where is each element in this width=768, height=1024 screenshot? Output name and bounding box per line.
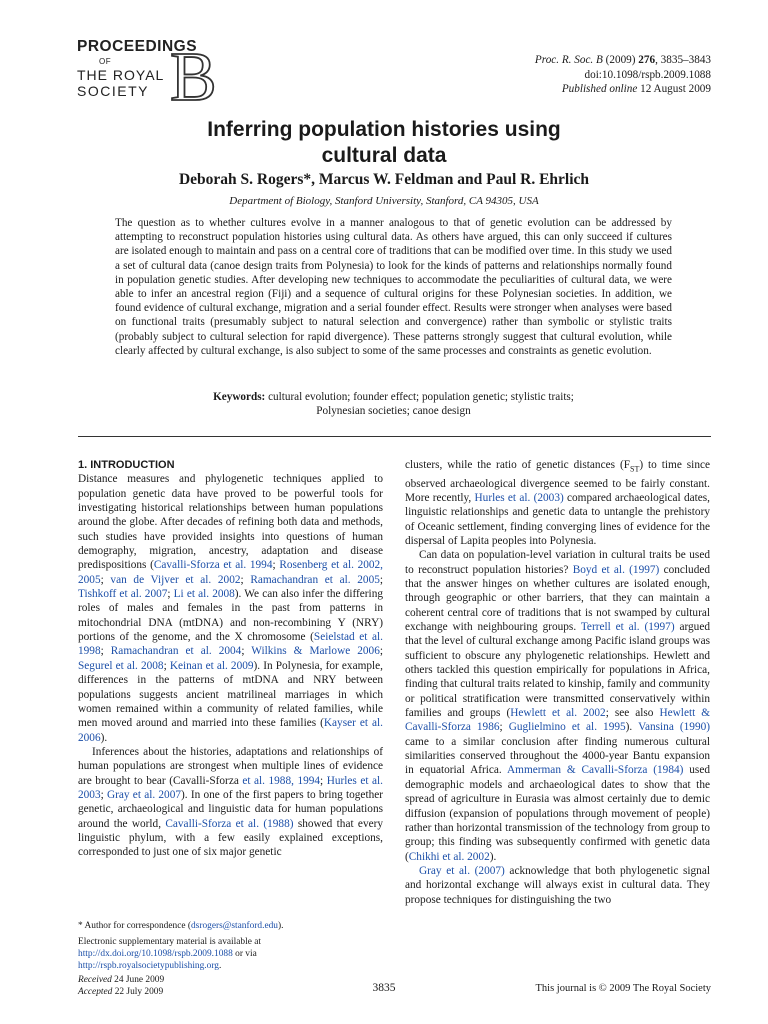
section-divider [78,436,711,437]
keywords [115,390,672,418]
keywords-line-2: Polynesian societies; canoe design [316,405,471,418]
citation-link[interactable]: Hurles et al. (2003) [474,491,564,504]
citation-link[interactable]: Li et al. 2008 [173,588,235,601]
paragraph: Gray et al. (2007) acknowledge that both phylogenetic signal and horizontal exchange will always exist in cultural data. They propose techniques for distinguishing the two [405,864,710,906]
citation-line [411,53,711,68]
accepted-date: 22 July 2009 [112,986,164,997]
footnotes [78,920,383,972]
citation-link[interactable]: Chikhi et al. 2002 [408,850,490,863]
abstract: The question as to whether cultures evolve in a manner analogous to that of genetic evolution can be addressed by attempting to reconstruct population histories using cultural data. As others have argued, this can only succeed if cultures are isolated enough to maintain and pass on a central core of traditions that can be modified over time. In this study we used a set of cultural data (canoe design traits from Polynesia) to look for the kinds of patterns and relationships normally found in population genetic studies. After developing new techniques to accommodate the peculiarities of cultural data, we were able to infer an ancestral region (Fiji) and a sequence of cultural origins for these Polynesian societies. In addition, we found evidence of cultural exchange, migration and a serial founder effect. Results were stronger when analyses were based on functional traits (presumably subject to natural selection and convergence) rather than symbolic or stylistic traits (probably subject to cultural selection for rapid divergence). These patterns strongly suggest that cultural evolution, while clearly affected by cultural exchange, is also subject to some of the same processes and constraints as genetic evolution. [115,217,672,357]
citation-link[interactable]: Hewlett et al. 2002 [510,707,606,720]
body-column-left [78,458,383,860]
paragraph: clusters, while the ratio of genetic distances $(F_{ST})$ to time since observed archaeological divergence seemed to be fairly constant. More recently, Hurles et al. (2003) compared archaeological dates, linguistic relationships and genetic data to untangle the prehistory of Oceanic settlement, finding converging lines of evidence for the dispersal of Lapita peoples into Polynesia. [405,459,711,547]
citation-year: (2009) [605,54,636,66]
paragraph: Inferences about the histories, adaptations and relationships of human populations are strongest when multiple lines of evidence are brought to bear (Cavalli-Sforza et al. 1988, 1994; Hurles et al. 2003; Gray et al. 2007). In one of the first papers to bring together genetic, archaeological and linguistic data for human populations around the world, Cavalli-Sforza et al. (1988) showed that every linguistic phylum, with a few easily explained exceptions, corresponded to just one of six major genetic [78,745,384,859]
title-line-2: cultural data [321,144,447,167]
citation-link[interactable]: Boyd et al. (1997) [572,563,660,576]
keywords-label: Keywords: [213,391,266,403]
citation-block [411,53,711,97]
citation-link[interactable]: Vansina (1990) [638,721,710,734]
citation-link[interactable]: Terrell et al. (1997) [580,621,675,634]
body-column-right [405,458,710,907]
paragraph: Can data on population-level variation in cultural traits be used to reconstruct population histories? Boyd et al. (1997) concluded that the answer hinges on whether cultures are isolated enough, through geographic or other barriers, that they can maintain a coherent central core of traditions that is not swamped by cultural exchange with neighbouring groups. Terrell et al. (1997) argued that the level of cultural exchange among Pacific island groups was sufficient to obscure any phylogenetic relationships. Hewlett and others tackled this question empirically for populations in Africa, finding that cultural traits related to kinship, family and community or political stratification were transmitted conservatively within families and groups (Hewlett et al. 2002; see also Hewlett & Cavalli-Sforza 1986; Guglielmino et al. 1995). Vansina (1990) came to a similar conclusion after finding numerous cultural similarities conserved throughout the 4000-year Bantu expansion in equatorial Africa. Ammerman & Cavalli-Sforza (1984) used demographic models and archaeological dates to show that the spread of agriculture in Eurasia was almost certainly due to demic diffusion (expansion of populations through movement of people) rather than horizontal transmission of the technology from group to group; this finding was subsequently confirmed with genetic data (Chikhi et al. 2002). [405,549,711,863]
citation-link[interactable]: van de Vijver et al. 2002 [110,573,241,586]
journal-logo [77,38,217,116]
authors: Deborah S. Rogers*, Marcus W. Feldman and Paul R. Ehrlich [178,171,590,188]
title-line-1: Inferring population histories using [207,118,561,141]
citation-link[interactable]: Keinan et al. 2009 [169,659,254,672]
citation-link[interactable]: Cavalli-Sforza et al. 1994 [153,559,273,572]
citation-link[interactable]: Wilkins & Marlowe 2006 [251,645,380,658]
article-title [0,117,768,169]
citation-link[interactable]: Segurel et al. 2008 [78,659,164,672]
citation-link[interactable]: Seielstad et al. 1998 [78,631,383,658]
citation-volume: 276 [638,54,656,66]
citation-pages: , 3835–3843 [655,54,711,66]
doi-link[interactable]: http://dx.doi.org/10.1098/rspb.2009.1088 [78,949,233,959]
citation-link[interactable]: et al. 1988, 1994 [242,774,321,787]
citation-link[interactable]: Rosenberg et al. 2002, 2005 [78,559,383,586]
citation-link[interactable]: Hurles et al. 2003 [78,774,383,801]
logo-of: OF [99,57,112,66]
citation-link[interactable]: Tishkoff et al. 2007 [78,588,168,601]
logo-proceedings: PROCEEDINGS [77,38,198,55]
citation-link[interactable]: Ramachandran et al. 2005 [250,573,380,586]
logo-the-royal: THE ROYAL [77,67,165,83]
received-label: Received [78,975,112,985]
section-heading: 1. INTRODUCTION [78,459,175,471]
correspondence-note: * Author for correspondence (dsrogers@stanford.edu). [78,921,284,931]
logo-society: SOCIETY [77,83,149,99]
citation-doi: doi:10.1098/rspb.2009.1088 [584,68,711,81]
citation-link[interactable]: Kayser et al. 2006 [78,717,383,744]
page-number: 3835 [372,982,396,994]
journal-link[interactable]: http://rspb.royalsocietypublishing.org [78,961,219,971]
logo-b-letter: B [170,39,217,116]
citation-link[interactable]: Ammerman & Cavalli-Sforza (1984) [507,764,684,777]
journal-name: Proc. R. Soc. B [534,54,603,66]
keywords-line-1: cultural evolution; founder effect; population genetic; stylistic traits; [265,391,574,403]
citation-link[interactable]: Gray et al. 2007 [106,788,182,801]
published-online [411,82,711,97]
email-link[interactable]: dsrogers@stanford.edu [190,921,278,931]
citation-link[interactable]: Guglielmino et al. 1995 [508,721,626,734]
published-label: Published online [561,83,638,95]
citation-link[interactable]: Gray et al. (2007) [419,864,505,877]
citation-link[interactable]: Cavalli-Sforza et al. (1988) [165,817,294,830]
citation-link[interactable]: Hewlett & Cavalli-Sforza 1986 [405,707,711,734]
affiliation: Department of Biology, Stanford University, Stanford, CA 94305, USA [229,195,539,207]
received-date: 24 June 2009 [111,975,165,985]
accepted-label: Accepted [78,986,113,997]
published-date: 12 August 2009 [637,83,711,95]
citation-link[interactable]: Ramachandran et al. 2004 [110,645,242,658]
esm-note: Electronic supplementary material is available at http://dx.doi.org/10.1098/rspb.2009.1088 or via http://rspb.royalsocietypublishing.org. [78,937,261,971]
copyright: This journal is © 2009 The Royal Society [535,983,711,994]
paragraph: Distance measures and phylogenetic techniques applied to population genetic data have proved to be powerful tools for investigating historical relationships between human populations around the globe. After decades of refining both data and methods, such studies have provided insights into questions of human demography, migration, ancestry, adaptation and disease predispositions (Cavalli-Sforza et al. 1994; Rosenberg et al. 2002, 2005; van de Vijver et al. 2002; Ramachandran et al. 2005; Tishkoff et al. 2007; Li et al. 2008). We can also infer the differing roles of males and females in the past from patterns in mitochondrial DNA (mtDNA) and non-recombining Y (NRY) portions of the genome, and the X chromosome (Seielstad et al. 1998; Ramachandran et al. 2004; Wilkins & Marlowe 2006; Segurel et al. 2008; Keinan et al. 2009). In Polynesia, for example, differences in the patterns of mtDNA and NRY between populations suggests ancient matrilineal marriages in which women remained within a community of related families, while men moved around and married into these families (Kayser et al. 2006). [78,473,384,744]
